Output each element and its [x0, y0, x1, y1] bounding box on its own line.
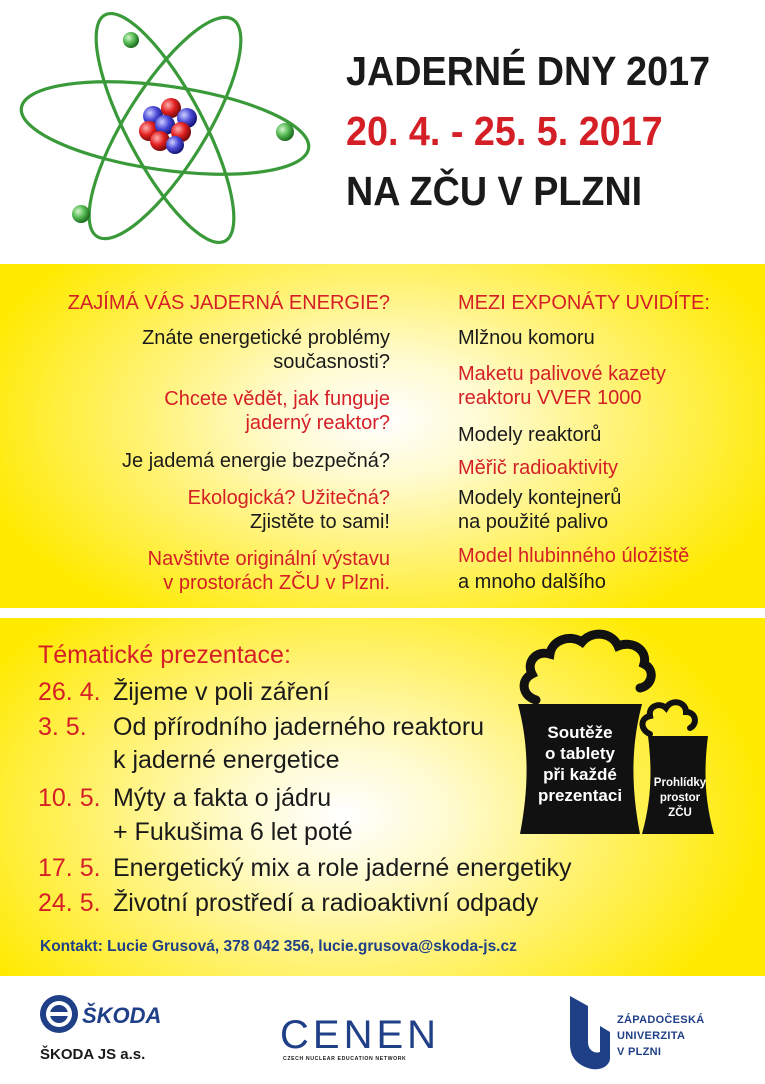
- presentation-title: Od přírodního jaderného reaktoru: [113, 713, 485, 741]
- exhibit-item: Maketu palivové kazety: [458, 363, 666, 385]
- right-heading: MEZI EXPONÁTY UVIDÍTE:: [458, 292, 710, 314]
- exhibit-item: Modely kontejnerů: [458, 487, 622, 509]
- tower-text: Soutěže: [547, 723, 613, 742]
- question-text: Znáte energetické problémy: [142, 327, 390, 349]
- zcu-name: ZÁPADOČESKÁ: [617, 1014, 705, 1026]
- event-title: JADERNÉ DNY 2017: [346, 48, 711, 94]
- question-text: Ekologická? Užitečná?: [187, 487, 390, 509]
- left-heading: ZAJÍMÁ VÁS JADERNÁ ENERGIE?: [67, 292, 390, 314]
- presentation-date: 10. 5.: [38, 784, 101, 812]
- invitation-text: v prostorách ZČU v Plzni.: [163, 572, 390, 594]
- presentation-title: Životní prostředí a radioaktivní odpady: [113, 889, 539, 917]
- header: [0, 0, 765, 262]
- presentation-title: Žijeme v poli záření: [113, 678, 330, 706]
- skoda-label: ŠKODA JS a.s.: [40, 1046, 146, 1063]
- question-text: Chcete vědět, jak funguje: [164, 388, 390, 410]
- skoda-logo: [38, 992, 168, 1038]
- zcu-name: UNIVERZITA: [617, 1030, 686, 1042]
- presentation-title: k jaderné energetice: [113, 746, 340, 774]
- question-text: jaderný reaktor?: [245, 412, 390, 434]
- exhibit-item: Měřič radioaktivity: [458, 457, 619, 479]
- tower-text: prezentaci: [537, 786, 623, 805]
- tower-text: při každé: [543, 765, 617, 784]
- exhibit-item: Modely reaktorů: [458, 424, 602, 446]
- question-text: Je jademá energie bezpečná?: [122, 450, 390, 472]
- presentations-heading: Tématické prezentace:: [38, 641, 291, 669]
- invitation-text: Navštivte originální výstavu: [147, 548, 390, 570]
- cenen-logo: [280, 1010, 440, 1056]
- cenen-logo-text: CENEN: [280, 1013, 440, 1056]
- zcu-logo: [566, 992, 614, 1072]
- presentation-title: Mýty a fakta o jádru: [113, 784, 332, 812]
- tower-text: o tablety: [545, 744, 615, 763]
- skoda-logo-text: ŠKODA: [82, 1003, 162, 1028]
- presentation-date: 24. 5.: [38, 889, 101, 917]
- question-text: Zjistěte to sami!: [249, 511, 390, 533]
- exhibit-item: a mnoho dalšího: [458, 571, 606, 593]
- tower-text: prostor: [659, 792, 701, 804]
- event-location: NA ZČU V PLZNI: [346, 168, 643, 214]
- presentation-date: 17. 5.: [38, 854, 101, 882]
- event-dates: 20. 4. - 25. 5. 2017: [346, 108, 663, 154]
- exhibit-item: Mlžnou komoru: [458, 327, 595, 349]
- exhibit-item: na použité palivo: [458, 511, 609, 533]
- presentation-title: + Fukušima 6 let poté: [113, 818, 353, 846]
- exhibit-item: reaktoru VVER 1000: [458, 387, 642, 409]
- contact-info: Kontakt: Lucie Grusová, 378 042 356, lucie.grusova@skoda-js.cz: [40, 938, 517, 955]
- presentation-date: 26. 4.: [38, 678, 101, 706]
- atom-icon: [15, 0, 315, 262]
- exhibit-item: Model hlubinného úložiště: [458, 545, 690, 567]
- cenen-tagline: CZECH NUCLEAR EDUCATION NETWORK: [283, 1056, 407, 1062]
- zcu-name: V PLZNI: [617, 1046, 662, 1058]
- question-text: současnosti?: [273, 351, 390, 373]
- presentation-date: 3. 5.: [38, 713, 87, 741]
- tower-text: Prohlídky: [653, 777, 707, 789]
- presentation-title: Energetický mix a role jaderné energetiky: [113, 854, 572, 882]
- tower-text: ZČU: [668, 807, 692, 819]
